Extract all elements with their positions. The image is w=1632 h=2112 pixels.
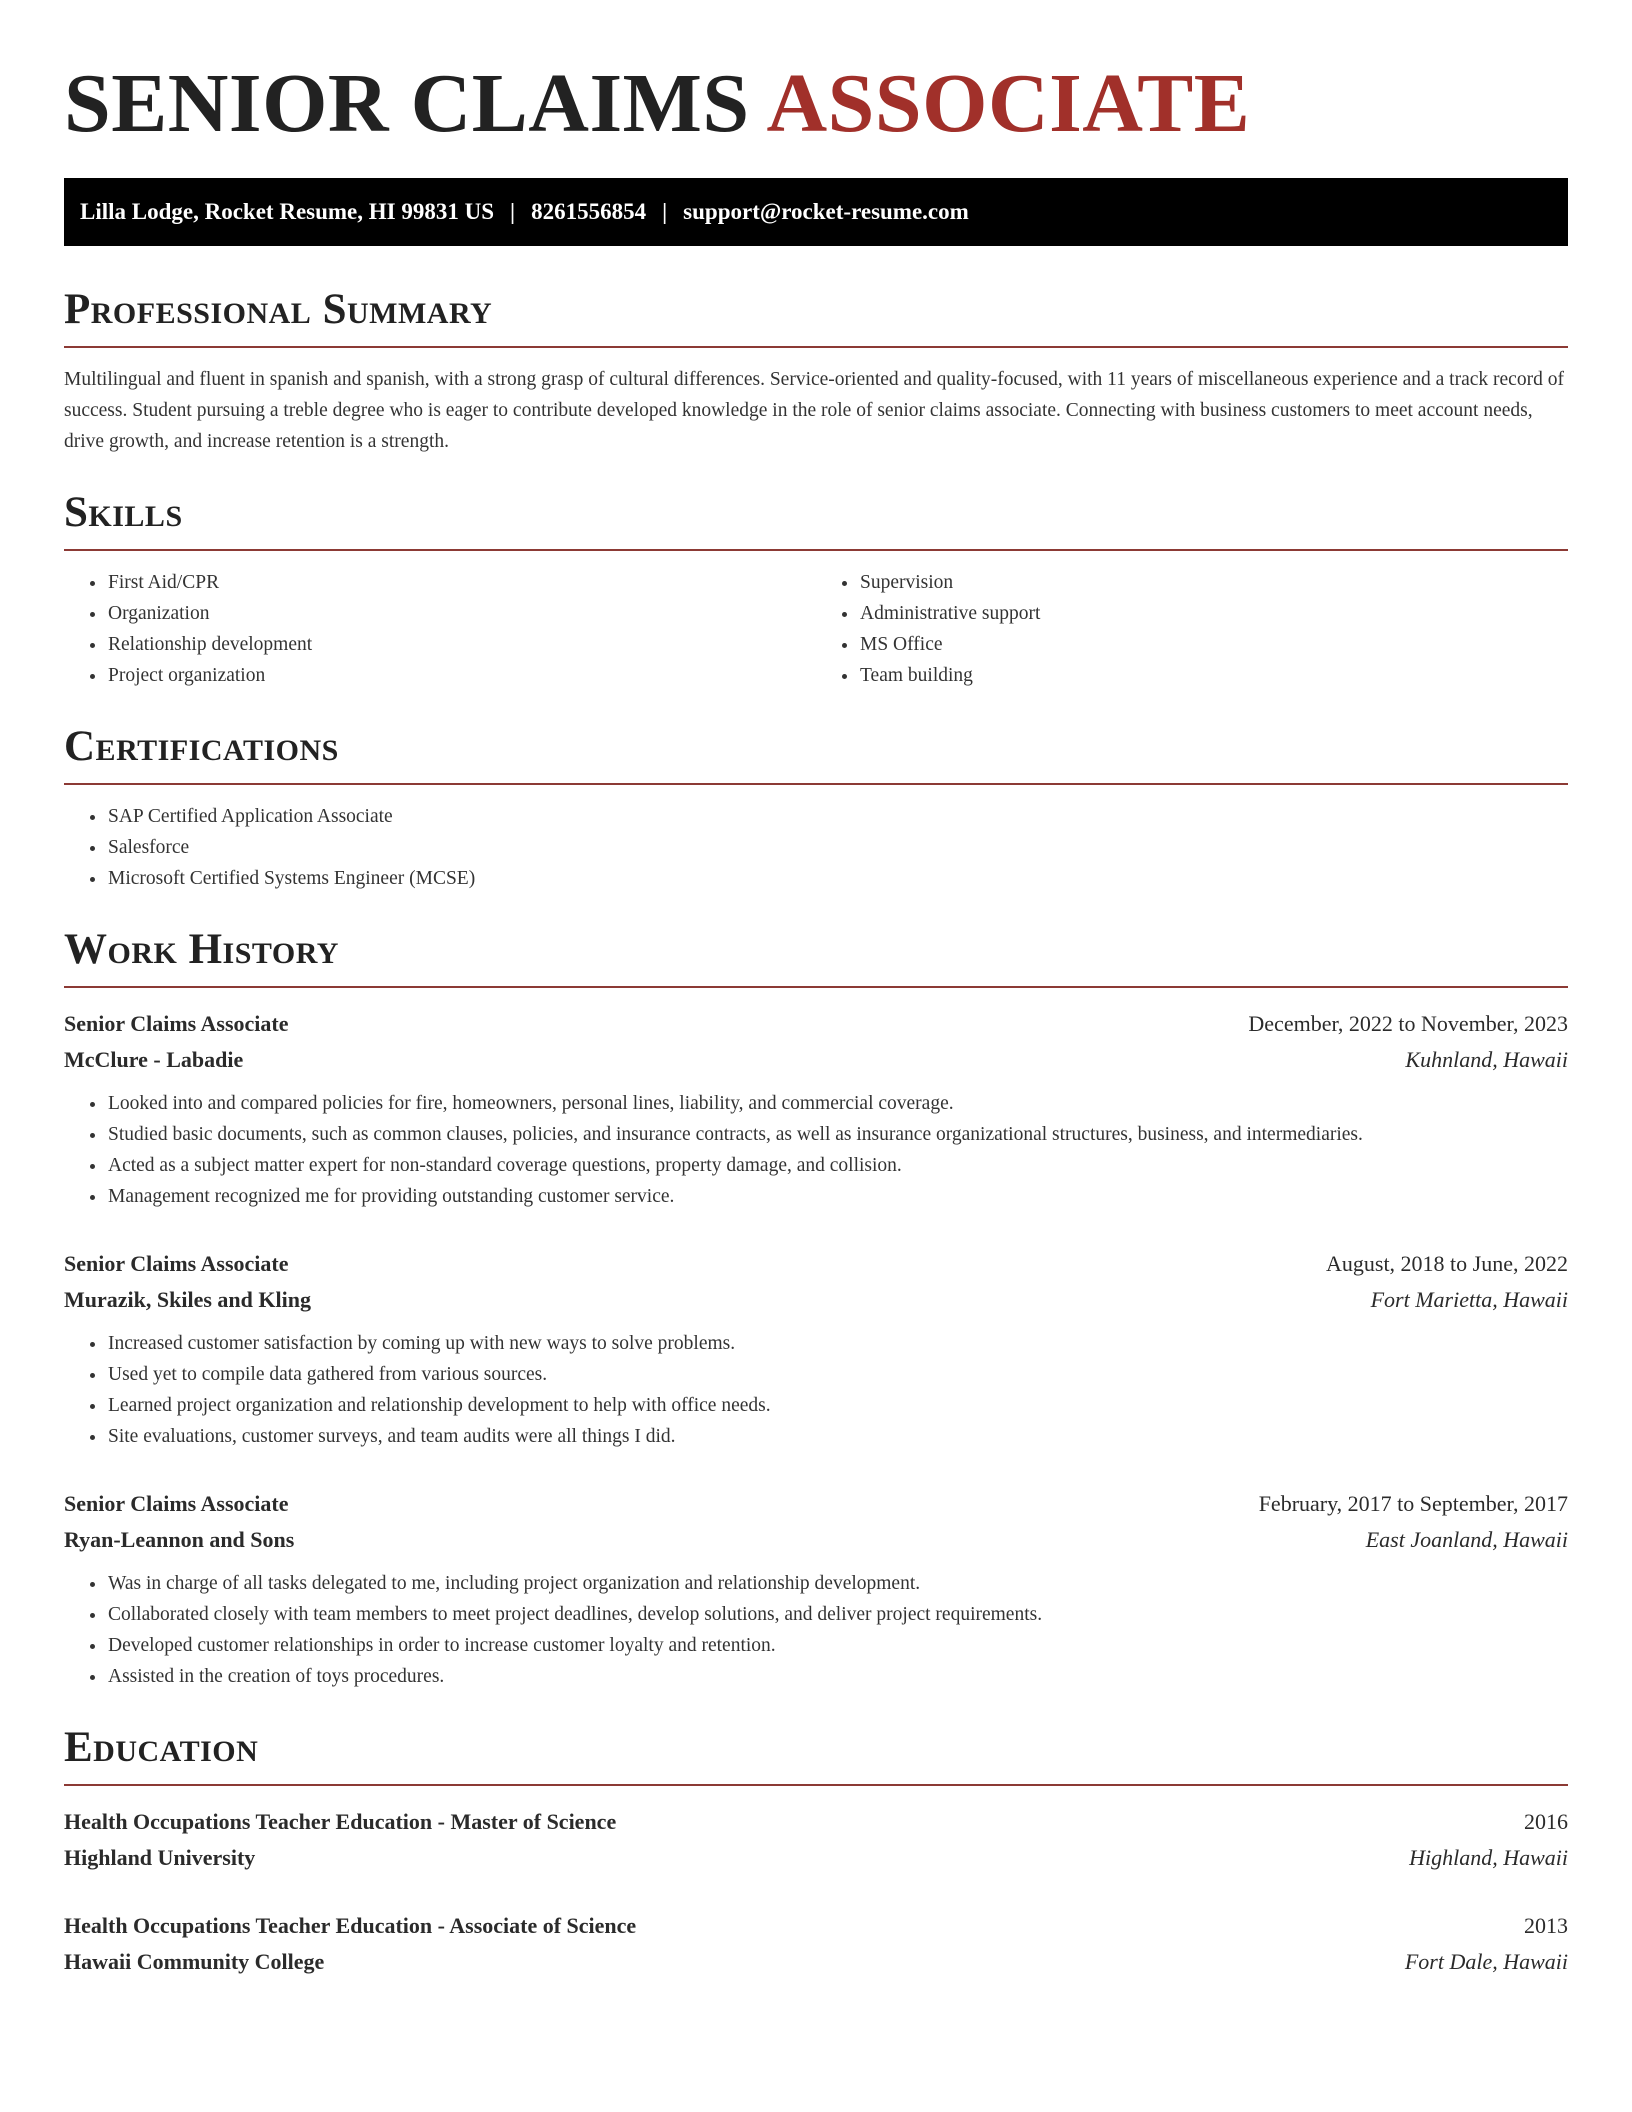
education-entry: [64, 1908, 1568, 1980]
job-bullet: • Increased customer satisfaction by coming up with new ways to solve problems.: [107, 1328, 1568, 1359]
education-degree: Health Occupations Teacher Education - Associate of Science: [64, 1913, 637, 1938]
education-entry: [64, 1804, 1568, 1876]
job-bullet: • Learned project organization and relationship development to help with office needs.: [107, 1390, 1568, 1421]
education-year: 2016: [1524, 1809, 1568, 1834]
certification-item: • Microsoft Certified Systems Engineer (MCSE): [107, 863, 1568, 894]
work-history-section: [64, 924, 1568, 1692]
job-header-row: [64, 1006, 1568, 1042]
skill-item: • Project organization: [107, 660, 816, 691]
education-header-row: [64, 1804, 1568, 1840]
certifications-section: [64, 721, 1568, 894]
job-bullets: [64, 1328, 1568, 1452]
job-company-row: [64, 1282, 1568, 1318]
section-heading: Education: [64, 1724, 259, 1771]
job-bullet: • Acted as a subject matter expert for non-standard coverage questions, property damage, and collision.: [107, 1150, 1568, 1181]
education-year: 2013: [1524, 1913, 1568, 1938]
job-company-row: [64, 1042, 1568, 1078]
contact-email: support@rocket-resume.com: [683, 199, 969, 224]
education-location: Fort Dale, Hawaii: [1404, 1949, 1568, 1974]
job-dates: February, 2017 to September, 2017: [1258, 1491, 1568, 1516]
job-location: Kuhnland, Hawaii: [1405, 1047, 1568, 1072]
job-company: Murazik, Skiles and Kling: [64, 1287, 311, 1312]
section-divider: [64, 1784, 1568, 1786]
title-main: SENIOR CLAIMS: [64, 57, 750, 150]
section-heading: Professional Summary: [64, 286, 493, 333]
job-bullet: • Management recognized me for providing outstanding customer service.: [107, 1181, 1568, 1212]
education-section: [64, 1722, 1568, 1980]
skill-item: • Team building: [859, 660, 1568, 691]
education-degree: Health Occupations Teacher Education - Master of Science: [64, 1809, 617, 1834]
job-location: Fort Marietta, Hawaii: [1370, 1287, 1568, 1312]
contact-separator: |: [662, 199, 668, 224]
job-entry: [64, 1006, 1568, 1212]
certifications-list: [64, 801, 1568, 894]
job-bullet: • Developed customer relationships in order to increase customer loyalty and retention.: [107, 1630, 1568, 1661]
skill-item: • MS Office: [859, 629, 1568, 660]
job-dates: December, 2022 to November, 2023: [1248, 1011, 1568, 1036]
job-entry: [64, 1246, 1568, 1452]
job-bullet: • Used yet to compile data gathered from various sources.: [107, 1359, 1568, 1390]
contact-address: Lilla Lodge, Rocket Resume, HI 99831 US: [80, 199, 494, 224]
education-school: Highland University: [64, 1845, 256, 1870]
job-location: East Joanland, Hawaii: [1365, 1527, 1568, 1552]
section-divider: [64, 783, 1568, 785]
section-heading: Work History: [64, 926, 339, 973]
page-title: [64, 0, 1568, 156]
job-bullet: • Site evaluations, customer surveys, and team audits were all things I did.: [107, 1421, 1568, 1452]
job-bullet: • Studied basic documents, such as common clauses, policies, and insurance contracts, as well as insurance organizational structures, business, and intermediaries.: [107, 1119, 1568, 1150]
job-bullet: • Assisted in the creation of toys procedures.: [107, 1661, 1568, 1692]
job-title: Senior Claims Associate: [64, 1251, 289, 1276]
job-bullet: • Collaborated closely with team members to meet project deadlines, develop solutions, and deliver project requirements.: [107, 1599, 1568, 1630]
certification-item: • Salesforce: [107, 832, 1568, 863]
education-header-row: [64, 1908, 1568, 1944]
job-dates: August, 2018 to June, 2022: [1326, 1251, 1568, 1276]
job-bullets: [64, 1568, 1568, 1692]
skill-item: • Relationship development: [107, 629, 816, 660]
job-company: McClure - Labadie: [64, 1047, 244, 1072]
job-title: Senior Claims Associate: [64, 1011, 289, 1036]
skills-section: [64, 487, 1568, 691]
section-heading: Certifications: [64, 723, 339, 770]
summary-text: Multilingual and fluent in spanish and spanish, with a strong grasp of cultural differences. Service-oriented and quality-focused, with 11 years of miscellaneous experience and a track record of success. Student pursuing a treble degree who is eager to contribute developed knowledge in the role of senior claims associate. Connecting with business customers to meet account needs, drive growth, and increase retention is a strength.: [64, 369, 1564, 452]
job-bullet: • Looked into and compared policies for fire, homeowners, personal lines, liability, and commercial coverage.: [107, 1088, 1568, 1119]
education-school: Hawaii Community College: [64, 1949, 325, 1974]
section-divider: [64, 986, 1568, 988]
skills-list-left: [64, 567, 816, 691]
education-location: Highland, Hawaii: [1409, 1845, 1568, 1870]
education-school-row: [64, 1840, 1568, 1876]
contact-separator: |: [510, 199, 516, 224]
job-company-row: [64, 1522, 1568, 1558]
job-header-row: [64, 1246, 1568, 1282]
summary-section: [64, 284, 1568, 457]
section-heading: Skills: [64, 489, 183, 536]
skill-item: • Administrative support: [859, 598, 1568, 629]
job-company: Ryan-Leannon and Sons: [64, 1527, 295, 1552]
contact-phone: 8261556854: [531, 199, 647, 224]
skill-item: • First Aid/CPR: [107, 567, 816, 598]
skills-list-right: [816, 567, 1568, 691]
job-title: Senior Claims Associate: [64, 1491, 289, 1516]
contact-bar: [64, 178, 1568, 246]
title-accent: ASSOCIATE: [766, 57, 1251, 150]
section-divider: [64, 346, 1568, 348]
job-bullets: [64, 1088, 1568, 1212]
skills-columns: [64, 551, 1568, 691]
job-header-row: [64, 1486, 1568, 1522]
education-school-row: [64, 1944, 1568, 1980]
job-entry: [64, 1486, 1568, 1692]
skill-item: • Supervision: [859, 567, 1568, 598]
certification-item: • SAP Certified Application Associate: [107, 801, 1568, 832]
skill-item: • Organization: [107, 598, 816, 629]
job-bullet: • Was in charge of all tasks delegated to me, including project organization and relationship development.: [107, 1568, 1568, 1599]
